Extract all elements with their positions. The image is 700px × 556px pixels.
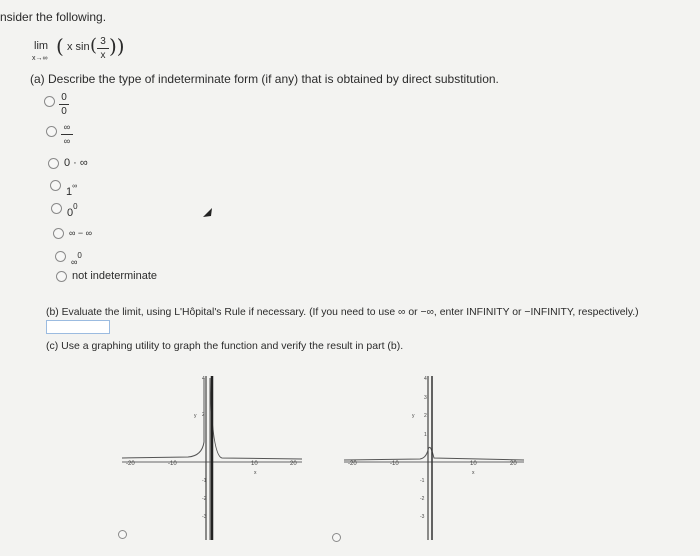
curve-right xyxy=(210,378,302,540)
xtick-label: 20 xyxy=(290,461,297,467)
option-one-pow-inf-radio[interactable] xyxy=(50,180,61,191)
num: 0 xyxy=(61,92,67,103)
y-axis-label: y xyxy=(194,413,197,419)
mouse-cursor-icon xyxy=(202,207,214,219)
den: ∞ xyxy=(63,136,71,146)
x-axis-label: x xyxy=(472,470,475,476)
graph-option-1-radio[interactable] xyxy=(118,530,127,539)
option-inf-minus-inf-label: ∞ − ∞ xyxy=(69,228,93,238)
part-b-answer-input[interactable] xyxy=(46,320,110,334)
ytick-label: -1 xyxy=(202,478,207,484)
base: ∞ xyxy=(71,257,78,267)
xtick-label: -20 xyxy=(348,461,357,467)
ytick-label: -1 xyxy=(420,478,425,484)
ytick-label: 2 xyxy=(202,412,205,418)
x-axis-label: x xyxy=(254,470,257,476)
lim-label: lim xyxy=(34,40,49,52)
option-inf-over-inf-radio[interactable] xyxy=(46,126,57,137)
option-zero-times-inf-radio[interactable] xyxy=(48,158,59,169)
close-parens: )) xyxy=(109,34,125,58)
xtick-label: -20 xyxy=(126,461,135,467)
option-not-indeterminate-radio[interactable] xyxy=(56,271,67,282)
exp: 0 xyxy=(77,251,82,260)
xtick-label: -10 xyxy=(390,461,399,467)
exp: 0 xyxy=(73,202,78,211)
three-over-x-fraction xyxy=(97,36,109,61)
option-zero-times-inf-label: 0 · ∞ xyxy=(64,157,88,169)
option-not-indeterminate-label: not indeterminate xyxy=(72,270,157,282)
part-c-question: (c) Use a graphing utility to graph the function and verify the result in part (b). xyxy=(46,340,404,352)
ytick-label: 3 xyxy=(424,395,427,401)
bar xyxy=(61,134,73,135)
open-paren: ( xyxy=(56,34,64,58)
graph-option-2 xyxy=(340,372,530,542)
inner-paren: ( xyxy=(90,35,98,56)
y-axis-label: y xyxy=(412,413,415,419)
part-a-question: (a) Describe the type of indeterminate form (if any) that is obtained by direct substitution. xyxy=(30,72,499,86)
fraction-bar xyxy=(97,48,109,49)
ytick-label: -2 xyxy=(202,496,207,502)
option-one-pow-inf-label xyxy=(66,178,77,198)
fraction-numerator: 3 xyxy=(100,36,106,47)
option-zero-over-zero-label xyxy=(59,92,69,117)
exp: ∞ xyxy=(72,183,78,190)
option-inf-minus-inf-radio[interactable] xyxy=(53,228,64,239)
graph-option-1 xyxy=(118,372,308,542)
option-zero-over-zero-radio[interactable] xyxy=(44,96,55,107)
ytick-label: 1 xyxy=(424,432,427,438)
ytick-label: -2 xyxy=(420,496,425,502)
base: 0 xyxy=(67,207,74,219)
option-zero-pow-zero-label xyxy=(67,199,78,219)
option-zero-pow-zero-radio[interactable] xyxy=(51,203,62,214)
xtick-label: 10 xyxy=(251,461,258,467)
ytick-label: 4 xyxy=(424,376,427,382)
ytick-label: -3 xyxy=(420,514,425,520)
fraction-denominator: x xyxy=(100,50,106,61)
option-inf-pow-zero-label xyxy=(71,247,82,267)
limit-expression xyxy=(30,36,130,66)
ytick-label: 2 xyxy=(424,413,427,419)
curve xyxy=(344,447,524,460)
xtick-label: 20 xyxy=(510,461,517,467)
ytick-label: -3 xyxy=(202,514,207,520)
num: ∞ xyxy=(63,122,71,132)
bar xyxy=(59,104,69,105)
curve-left xyxy=(122,378,204,458)
xtick-label: -10 xyxy=(168,461,177,467)
option-inf-over-inf-label xyxy=(61,122,73,147)
ytick-label: 4 xyxy=(202,376,205,382)
base: 1 xyxy=(66,186,73,198)
x-sin-text: x sin xyxy=(67,41,90,53)
part-b-question: (b) Evaluate the limit, using L'Hôpital's Rule if necessary. (If you need to use ∞ or −∞, enter INFINITY or −INFINITY, respectively.) xyxy=(46,307,639,318)
lim-subscript: x→∞ xyxy=(32,55,48,62)
graph-option-2-radio[interactable] xyxy=(332,533,341,542)
intro-text: nsider the following. xyxy=(0,10,107,24)
den: 0 xyxy=(61,106,67,117)
option-inf-pow-zero-radio[interactable] xyxy=(55,251,66,262)
xtick-label: 10 xyxy=(470,461,477,467)
